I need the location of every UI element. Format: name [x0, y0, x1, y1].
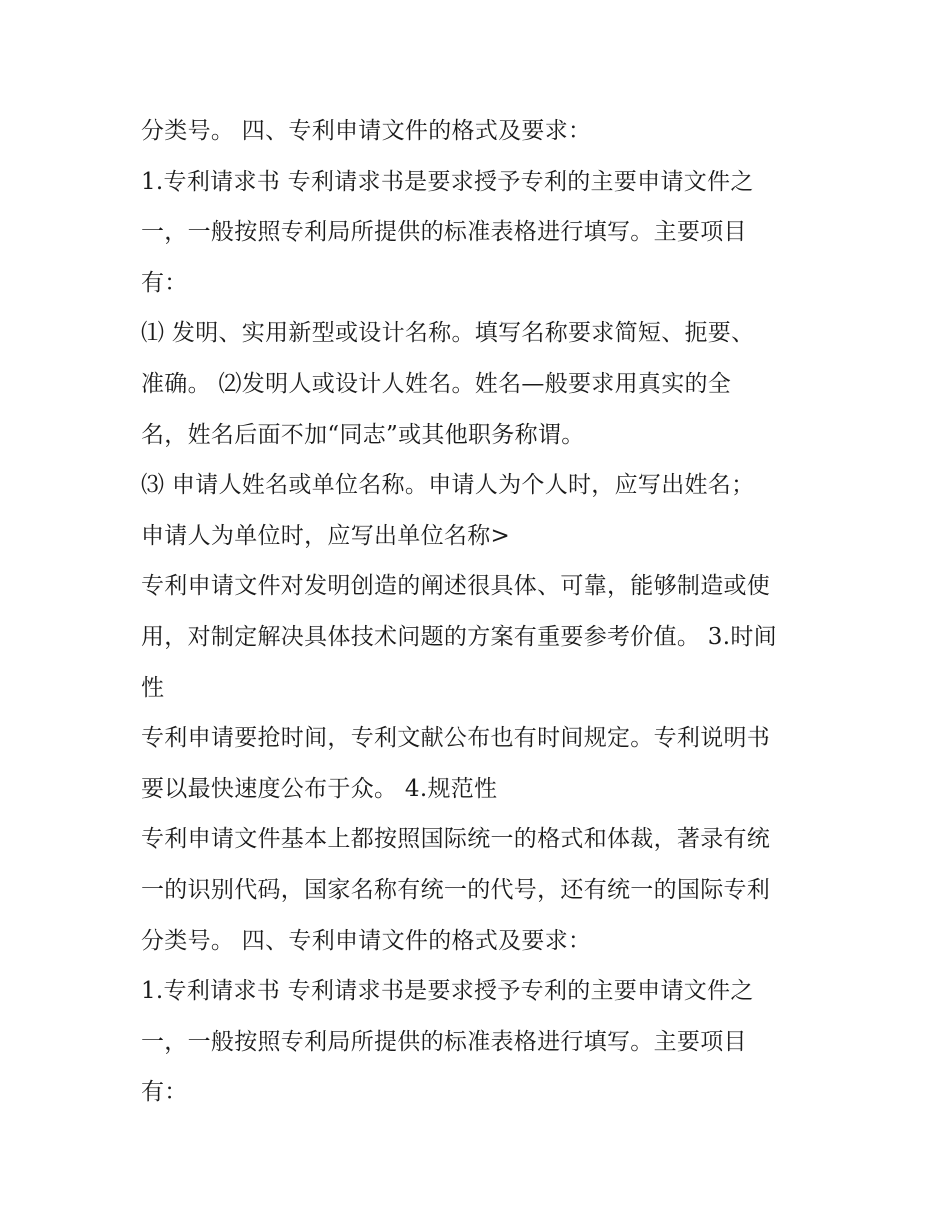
text-line: 名，姓名后面不加“同志”或其他职务称谓。 [141, 421, 585, 448]
text-line: 分类号。 四、专利申请文件的格式及要求： [141, 927, 592, 954]
text-line: 有： [141, 1079, 188, 1106]
text-line: ⑴ 发明、实用新型或设计名称。填写名称要求简短、扼要、 [141, 320, 755, 347]
text-line: 性 [141, 674, 165, 701]
text-line: ⑶ 申请人姓名或单位名称。申请人为个人时，应写出姓名； [141, 472, 755, 499]
text-line: 有： [141, 269, 188, 296]
text-line: 一，一般按照专利局所提供的标准表格进行填写。主要项目 [141, 219, 747, 246]
text-line: 专利申请文件对发明创造的阐述很具体、可靠，能够制造或使 [141, 573, 771, 600]
text-line: 用，对制定解决具体技术问题的方案有重要参考价值。 3.时间 [141, 623, 777, 650]
text-line: 分类号。 四、专利申请文件的格式及要求： [141, 118, 592, 144]
text-line: 要以最快速度公布于众。 4.规范性 [141, 775, 498, 802]
text-line: 专利申请要抢时间，专利文献公布也有时间规定。专利说明书 [141, 725, 771, 752]
text-line: 准确。 ⑵发明人或设计人姓名。姓名—般要求用真实的全 [141, 370, 732, 397]
text-line: 专利申请文件基本上都按照国际统一的格式和体裁，著录有统 [141, 826, 771, 853]
text-line: 申请人为单位时，应写出单位名称> [141, 522, 511, 549]
text-line: 1.专利请求书 专利请求书是要求授予专利的主要申请文件之 [141, 168, 754, 195]
text-line: 一的识别代码，国家名称有统一的代号，还有统一的国际专利 [141, 876, 771, 903]
document-body [141, 106, 831, 1118]
text-line: 一，一般按照专利局所提供的标准表格进行填写。主要项目 [141, 1028, 747, 1055]
text-line: 1.专利请求书 专利请求书是要求授予专利的主要申请文件之 [141, 978, 754, 1005]
